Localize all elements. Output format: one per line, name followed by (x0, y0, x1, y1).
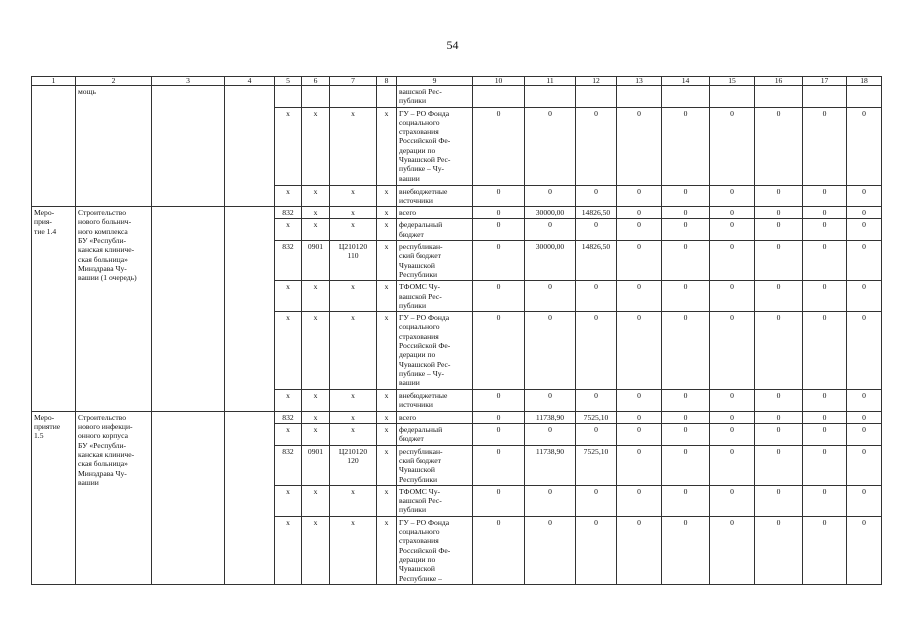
code-cell-c6: х (302, 107, 330, 185)
value-cell: 0 (710, 185, 755, 207)
column-number: 12 (576, 77, 617, 86)
value-cell: 0 (473, 281, 525, 312)
value-cell: 0 (847, 107, 882, 185)
value-cell: 0 (755, 516, 803, 584)
code-cell-c7 (330, 86, 377, 108)
funding-source: всего (397, 207, 473, 219)
funding-source: внебюджетные источники (397, 390, 473, 412)
value-cell: 0 (803, 281, 847, 312)
column-number: 18 (847, 77, 882, 86)
code-cell-c6 (302, 86, 330, 108)
value-cell: 0 (662, 411, 710, 423)
code-cell-c6: х (302, 424, 330, 446)
funding-source: республикан- ский бюджет Чувашской Республики (397, 241, 473, 281)
value-cell (847, 86, 882, 108)
code-cell-c8: х (377, 107, 397, 185)
value-cell: 0 (662, 485, 710, 516)
code-cell-c5: х (275, 485, 302, 516)
value-cell: 0 (710, 219, 755, 241)
value-cell: 0 (755, 185, 803, 207)
value-cell: 0 (710, 312, 755, 390)
code-cell-c6: х (302, 219, 330, 241)
funding-source: ГУ – РО Фонда социального страхования Российской Фе- дерации по Чувашской Рес- публике – Чу- вашии (397, 107, 473, 185)
code-cell-c7: х (330, 424, 377, 446)
code-cell-c7: Ц210120 110 (330, 241, 377, 281)
value-cell: 0 (576, 219, 617, 241)
value-cell: 0 (755, 241, 803, 281)
value-cell: 0 (710, 411, 755, 423)
code-cell-c5: 832 (275, 241, 302, 281)
code-cell-c8 (377, 86, 397, 108)
value-cell: 0 (662, 281, 710, 312)
column-3-cell (152, 207, 225, 412)
value-cell: 0 (473, 390, 525, 412)
value-cell (710, 86, 755, 108)
column-number: 8 (377, 77, 397, 86)
value-cell: 0 (576, 485, 617, 516)
column-4-cell (225, 86, 275, 207)
funding-source: вашской Рес- публики (397, 86, 473, 108)
event-code: Меро- приятие 1.5 (32, 411, 76, 584)
table-row (32, 86, 882, 108)
value-cell: 30000,00 (525, 207, 576, 219)
value-cell: 0 (803, 445, 847, 485)
code-cell-c6: х (302, 281, 330, 312)
value-cell: 0 (576, 390, 617, 412)
header-row (32, 77, 882, 86)
column-number: 17 (803, 77, 847, 86)
value-cell: 0 (525, 107, 576, 185)
column-4-cell (225, 411, 275, 584)
funding-source: ТФОМС Чу- вашской Рес- публики (397, 281, 473, 312)
value-cell: 0 (710, 390, 755, 412)
value-cell (617, 86, 662, 108)
value-cell: 0 (710, 241, 755, 281)
code-cell-c5: 832 (275, 411, 302, 423)
value-cell: 0 (473, 219, 525, 241)
column-number: 11 (525, 77, 576, 86)
code-cell-c8: х (377, 516, 397, 584)
code-cell-c7: х (330, 390, 377, 412)
value-cell (525, 86, 576, 108)
value-cell: 0 (576, 424, 617, 446)
column-number: 1 (32, 77, 76, 86)
value-cell: 0 (473, 312, 525, 390)
code-cell-c6: х (302, 411, 330, 423)
code-cell-c8: х (377, 424, 397, 446)
column-3-cell (152, 411, 225, 584)
value-cell: 0 (755, 207, 803, 219)
value-cell: 0 (617, 424, 662, 446)
value-cell: 0 (847, 485, 882, 516)
column-number: 7 (330, 77, 377, 86)
value-cell: 0 (662, 424, 710, 446)
code-cell-c8: х (377, 445, 397, 485)
value-cell: 0 (525, 312, 576, 390)
code-cell-c7: Ц210120 120 (330, 445, 377, 485)
value-cell: 0 (473, 516, 525, 584)
funding-source: внебюджетные источники (397, 185, 473, 207)
value-cell: 0 (525, 281, 576, 312)
value-cell: 0 (617, 219, 662, 241)
code-cell-c6: х (302, 312, 330, 390)
code-cell-c6: х (302, 485, 330, 516)
code-cell-c8: х (377, 207, 397, 219)
value-cell: 0 (617, 281, 662, 312)
value-cell: 0 (473, 107, 525, 185)
value-cell: 14826,50 (576, 207, 617, 219)
value-cell: 11738,90 (525, 411, 576, 423)
value-cell: 0 (847, 241, 882, 281)
value-cell (755, 86, 803, 108)
value-cell: 0 (662, 241, 710, 281)
value-cell: 0 (710, 207, 755, 219)
value-cell: 0 (576, 185, 617, 207)
value-cell: 0 (525, 185, 576, 207)
value-cell: 0 (803, 207, 847, 219)
value-cell: 0 (803, 424, 847, 446)
value-cell: 0 (576, 312, 617, 390)
value-cell: 0 (525, 219, 576, 241)
code-cell-c7: х (330, 207, 377, 219)
value-cell: 0 (662, 390, 710, 412)
value-cell: 0 (803, 219, 847, 241)
value-cell: 0 (847, 516, 882, 584)
value-cell: 0 (576, 516, 617, 584)
budget-table (31, 76, 882, 585)
code-cell-c6: 0901 (302, 445, 330, 485)
code-cell-c6: х (302, 207, 330, 219)
value-cell (662, 86, 710, 108)
code-cell-c5: х (275, 219, 302, 241)
value-cell: 0 (525, 516, 576, 584)
table-row (32, 411, 882, 423)
code-cell-c6: х (302, 516, 330, 584)
column-4-cell (225, 207, 275, 412)
value-cell: 0 (755, 445, 803, 485)
value-cell: 0 (525, 485, 576, 516)
column-number: 3 (152, 77, 225, 86)
code-cell-c7: х (330, 107, 377, 185)
column-number: 4 (225, 77, 275, 86)
value-cell: 11738,90 (525, 445, 576, 485)
code-cell-c6: х (302, 185, 330, 207)
code-cell-c5: 832 (275, 207, 302, 219)
value-cell: 0 (755, 485, 803, 516)
value-cell: 0 (710, 516, 755, 584)
code-cell-c8: х (377, 219, 397, 241)
value-cell: 0 (617, 185, 662, 207)
value-cell: 0 (847, 445, 882, 485)
code-cell-c8: х (377, 281, 397, 312)
table-body (32, 77, 882, 585)
value-cell (473, 86, 525, 108)
code-cell-c8: х (377, 312, 397, 390)
code-cell-c5: х (275, 281, 302, 312)
value-cell: 0 (576, 281, 617, 312)
value-cell: 0 (662, 185, 710, 207)
value-cell: 0 (662, 445, 710, 485)
value-cell: 0 (803, 107, 847, 185)
value-cell: 0 (662, 312, 710, 390)
value-cell: 0 (473, 424, 525, 446)
value-cell: 0 (847, 390, 882, 412)
code-cell-c5: х (275, 516, 302, 584)
value-cell: 0 (755, 312, 803, 390)
value-cell: 0 (710, 485, 755, 516)
funding-source: ТФОМС Чу- вашской Рес- публики (397, 485, 473, 516)
value-cell: 0 (847, 411, 882, 423)
value-cell: 0 (803, 485, 847, 516)
code-cell-c8: х (377, 390, 397, 412)
event-code: Меро- прия- тие 1.4 (32, 207, 76, 412)
value-cell: 0 (617, 312, 662, 390)
funding-source: ГУ – РО Фонда социального страхования Российской Фе- дерации по Чувашской Рес- публике – Чу- вашии (397, 312, 473, 390)
code-cell-c7: х (330, 219, 377, 241)
code-cell-c8: х (377, 185, 397, 207)
value-cell: 0 (473, 485, 525, 516)
value-cell: 0 (617, 241, 662, 281)
code-cell-c6: х (302, 390, 330, 412)
event-name: Строительство нового инфекци- онного корпуса БУ «Республи- канская клиниче- ская больница» Минздрава Чу- вашии (76, 411, 152, 584)
value-cell: 30000,00 (525, 241, 576, 281)
value-cell: 0 (803, 411, 847, 423)
value-cell: 0 (803, 390, 847, 412)
value-cell: 0 (617, 516, 662, 584)
column-number: 14 (662, 77, 710, 86)
value-cell: 14826,50 (576, 241, 617, 281)
value-cell: 0 (847, 219, 882, 241)
value-cell: 0 (847, 424, 882, 446)
column-number: 9 (397, 77, 473, 86)
value-cell: 0 (617, 390, 662, 412)
value-cell: 7525,10 (576, 445, 617, 485)
value-cell: 0 (847, 185, 882, 207)
column-number: 15 (710, 77, 755, 86)
funding-source: республикан- ский бюджет Чувашской Республики (397, 445, 473, 485)
code-cell-c6: 0901 (302, 241, 330, 281)
value-cell: 0 (617, 411, 662, 423)
value-cell: 0 (525, 424, 576, 446)
value-cell: 7525,10 (576, 411, 617, 423)
code-cell-c7: х (330, 185, 377, 207)
value-cell: 0 (847, 207, 882, 219)
value-cell (576, 86, 617, 108)
code-cell-c7: х (330, 411, 377, 423)
code-cell-c5: 832 (275, 445, 302, 485)
code-cell-c7: х (330, 485, 377, 516)
value-cell: 0 (803, 185, 847, 207)
value-cell: 0 (803, 312, 847, 390)
value-cell: 0 (755, 424, 803, 446)
value-cell: 0 (847, 312, 882, 390)
value-cell (803, 86, 847, 108)
value-cell: 0 (473, 411, 525, 423)
value-cell: 0 (473, 241, 525, 281)
funding-source: ГУ – РО Фонда социального страхования Российской Фе- дерации по Чувашской Республике – (397, 516, 473, 584)
code-cell-c5: х (275, 107, 302, 185)
code-cell-c7: х (330, 312, 377, 390)
code-cell-c8: х (377, 411, 397, 423)
funding-source: федеральный бюджет (397, 219, 473, 241)
value-cell: 0 (803, 241, 847, 281)
event-name: мощь (76, 86, 152, 207)
value-cell: 0 (525, 390, 576, 412)
value-cell: 0 (662, 219, 710, 241)
value-cell: 0 (755, 219, 803, 241)
code-cell-c5 (275, 86, 302, 108)
value-cell: 0 (576, 107, 617, 185)
funding-source: всего (397, 411, 473, 423)
value-cell: 0 (710, 281, 755, 312)
value-cell: 0 (803, 516, 847, 584)
value-cell: 0 (473, 185, 525, 207)
table-row (32, 207, 882, 219)
page-number: 54 (446, 38, 459, 52)
event-code (32, 86, 76, 207)
value-cell: 0 (662, 107, 710, 185)
value-cell: 0 (755, 390, 803, 412)
value-cell: 0 (710, 424, 755, 446)
column-number: 13 (617, 77, 662, 86)
funding-source: федеральный бюджет (397, 424, 473, 446)
value-cell: 0 (755, 411, 803, 423)
event-name: Строительство нового больнич- ного комплекса БУ «Республи- канская клиниче- ская больница» Минздрава Чу- вашии (1 очередь) (76, 207, 152, 412)
column-number: 16 (755, 77, 803, 86)
value-cell: 0 (473, 445, 525, 485)
value-cell: 0 (617, 445, 662, 485)
code-cell-c7: х (330, 516, 377, 584)
code-cell-c8: х (377, 485, 397, 516)
value-cell: 0 (847, 281, 882, 312)
value-cell: 0 (662, 207, 710, 219)
value-cell: 0 (755, 281, 803, 312)
value-cell: 0 (710, 107, 755, 185)
code-cell-c5: х (275, 185, 302, 207)
code-cell-c5: х (275, 312, 302, 390)
value-cell: 0 (710, 445, 755, 485)
value-cell: 0 (617, 207, 662, 219)
value-cell: 0 (662, 516, 710, 584)
value-cell: 0 (473, 207, 525, 219)
code-cell-c5: х (275, 424, 302, 446)
value-cell: 0 (755, 107, 803, 185)
code-cell-c8: х (377, 241, 397, 281)
value-cell: 0 (617, 485, 662, 516)
column-number: 10 (473, 77, 525, 86)
column-number: 5 (275, 77, 302, 86)
column-3-cell (152, 86, 225, 207)
code-cell-c5: х (275, 390, 302, 412)
column-number: 6 (302, 77, 330, 86)
column-number: 2 (76, 77, 152, 86)
value-cell: 0 (617, 107, 662, 185)
code-cell-c7: х (330, 281, 377, 312)
